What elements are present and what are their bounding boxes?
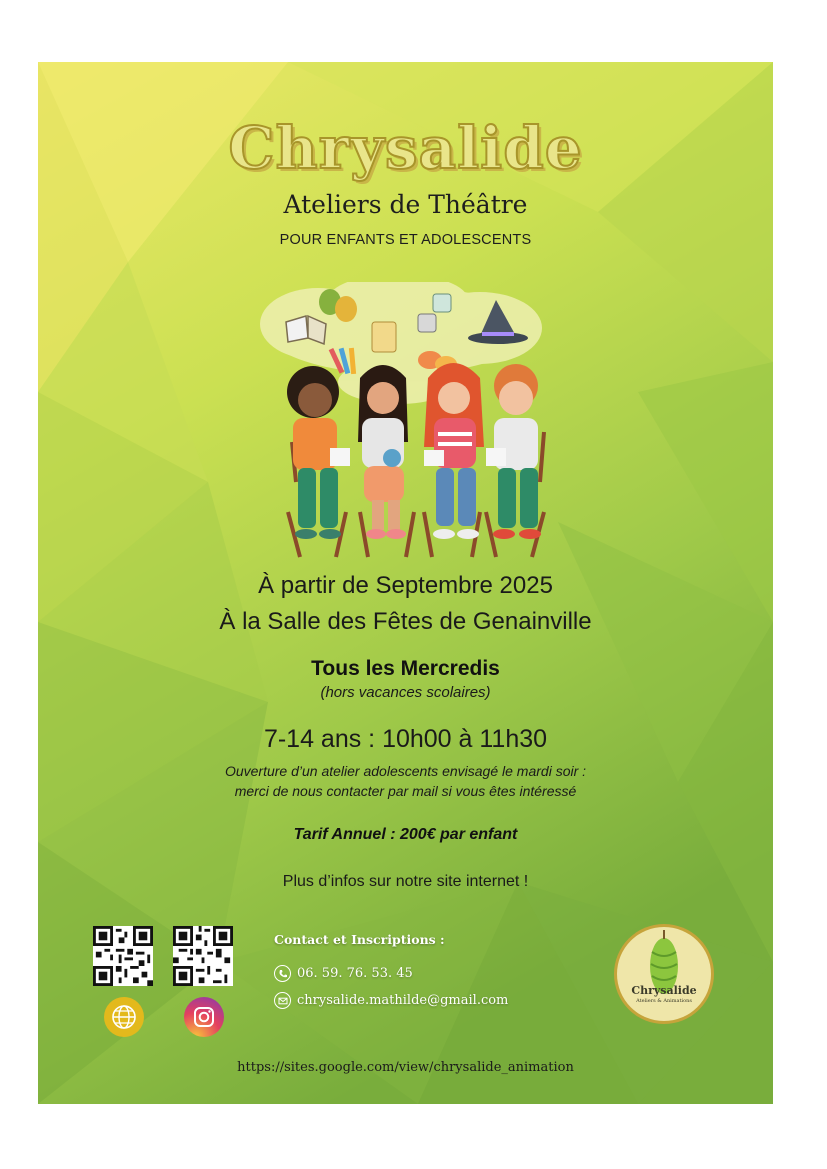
children-theatre-illustration — [248, 282, 558, 562]
poster — [38, 62, 773, 1104]
scroll-icon — [372, 322, 396, 352]
mail-icon — [274, 992, 291, 1009]
child-1 — [287, 366, 350, 539]
weekday-note: (hors vacances scolaires) — [320, 684, 491, 701]
logo-name: Chrysalide — [631, 984, 697, 997]
poster-subtitle: Ateliers de Théâtre — [283, 190, 528, 219]
instagram-icon[interactable] — [184, 997, 224, 1037]
website-url[interactable]: https://sites.google.com/view/chrysalide_animation — [237, 1060, 574, 1075]
contact-title: Contact et Inscriptions : — [274, 932, 445, 947]
poster-audience: POUR ENFANTS ET ADOLESCENTS — [279, 232, 532, 248]
email-address[interactable]: chrysalide.mathilde@gmail.com — [297, 993, 509, 1008]
website-qr-code-icon[interactable] — [93, 926, 153, 986]
teen-note-line-2: merci de nous contacter par mail si vous êtes intéressé — [234, 783, 577, 799]
weekday: Tous les Mercredis — [311, 657, 500, 680]
chrysalide-logo — [612, 922, 716, 1026]
globe-icon[interactable] — [104, 997, 144, 1037]
logo-tagline: Ateliers & Animations — [636, 998, 692, 1004]
age-and-time: 7-14 ans : 10h00 à 11h30 — [263, 725, 548, 753]
child-3 — [424, 363, 484, 539]
contact-phone-row[interactable] — [274, 965, 413, 982]
venue: À la Salle des Fêtes de Genainville — [219, 608, 592, 635]
phone-icon — [274, 965, 291, 982]
start-date: À partir de Septembre 2025 — [258, 572, 553, 599]
poster-title: Chrysalide — [228, 114, 583, 182]
contact-email-row[interactable] — [274, 992, 508, 1009]
child-4 — [486, 364, 541, 539]
more-info: Plus d’infos sur notre site internet ! — [282, 873, 529, 890]
instagram-qr-code-icon[interactable] — [173, 926, 233, 986]
child-2 — [358, 365, 408, 539]
phone-number[interactable]: 06. 59. 76. 53. 45 — [297, 966, 413, 981]
teen-note-line-1: Ouverture d’un atelier adolescents envisagé le mardi soir : — [224, 763, 587, 779]
annual-price: Tarif Annuel : 200€ par enfant — [293, 826, 518, 843]
